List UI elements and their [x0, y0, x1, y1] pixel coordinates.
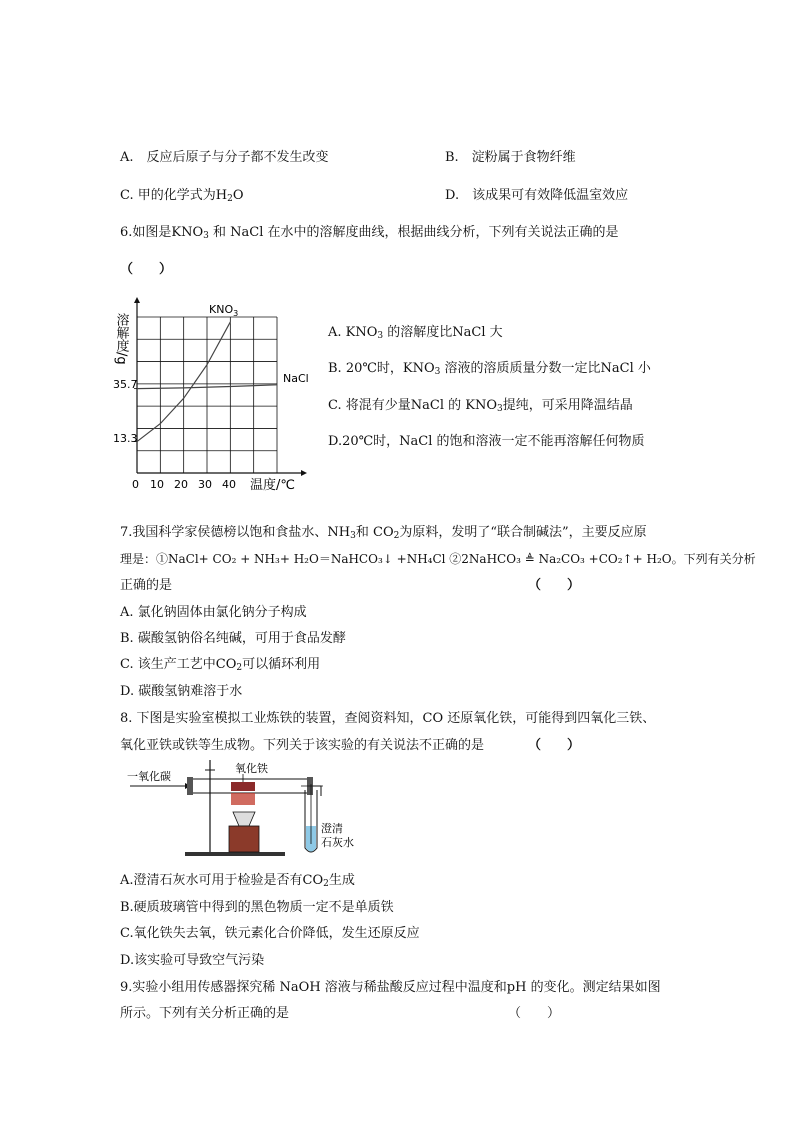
x-axis-arrow-icon: [301, 470, 307, 476]
y-axis-arrow-icon: [134, 297, 140, 303]
label-limewater-1: 澄清: [321, 822, 343, 835]
q9-answer-paren: （ ）: [508, 1006, 561, 1021]
iron-oxide-sample: [231, 782, 255, 791]
iron-smelting-apparatus: [125, 760, 365, 860]
q7-stem-line-2: 理是：①NaCl+ CO₂ + NH₃+ H₂O＝NaHCO₃↓ +NH₄Cl ②2NaHCO₃ ≜ Na₂CO₃ +CO₂↑+ H₂O。下列有关分析: [120, 552, 756, 566]
q6-option-b: B. 20℃时，$KNO_3$ 溶液的溶质质量分数一定比NaCl 小: [328, 361, 651, 377]
q7-option-d: D. 碳酸氢钠难溶于水: [120, 684, 243, 699]
x-tick-label-0: 0: [132, 478, 139, 491]
solubility-chart: [113, 295, 313, 495]
alcohol-lamp-icon: [233, 812, 255, 826]
tube-stopper-left: [187, 777, 193, 795]
x-tick-label-40: 40: [222, 478, 236, 491]
q5-option-c: C. 甲的化学式为$H_2O$: [120, 188, 244, 204]
chart-grid: [137, 317, 277, 473]
q7-option-c: C. 该生产工艺中$CO_2$可以循环利用: [120, 657, 321, 673]
lamp-block: [229, 826, 259, 852]
q7-option-a: A. 氯化钠固体由氯化钠分子构成: [120, 605, 307, 620]
q6-stem: 6.如图是$KNO_3$ 和 NaCl 在水中的溶解度曲线，根据曲线分析，下列有关说法正确的是: [120, 225, 619, 241]
q5-option-a: A. 反应后原子与分子都不发生改变: [120, 150, 329, 165]
q8-stem-line-2: 氧化亚铁或铁等生成物。下列关于该实验的有关说法不正确的是: [120, 738, 485, 753]
q9-stem-line-2: 所示。下列有关分析正确的是: [120, 1006, 290, 1021]
label-limewater-2: 石灰水: [321, 836, 354, 849]
q5-option-d: D. 该成果可有效降低温室效应: [445, 188, 629, 203]
y-tick-label-13-3: 13.3: [113, 432, 138, 445]
q8-option-b: B.硬质玻璃管中得到的黑色物质一定不是单质铁: [120, 900, 394, 915]
q9-stem-line-1: 9.实验小组用传感器探究稀 NaOH 溶液与稀盐酸反应过程中温度和pH 的变化。测定结果如图: [120, 980, 661, 995]
q8-option-c: C.氧化铁失去氧，铁元素化合价降低，发生还原反应: [120, 926, 420, 941]
y-tick-label-35-7: 35.7: [113, 378, 138, 391]
q6-option-d: D.20℃时，NaCl 的饱和溶液一定不能再溶解任何物质: [328, 434, 645, 449]
q8-option-a: A.澄清石灰水可用于检验是否有$CO_2$生成: [120, 873, 355, 889]
y-axis-label: 溶解度/g: [113, 313, 129, 365]
q8-answer-paren: （ ）: [528, 738, 581, 753]
label-carbon-monoxide: 一氧化碳: [127, 770, 171, 783]
q6-option-a: A. $KNO_3$ 的溶解度比NaCl 大: [328, 325, 503, 341]
x-axis-label: 温度/℃: [250, 478, 295, 493]
q6-answer-paren: （ ）: [120, 262, 173, 277]
stand-base: [185, 852, 285, 856]
q5-option-b: B. 淀粉属于食物纤维: [445, 150, 576, 165]
x-tick-label-10: 10: [150, 478, 164, 491]
x-tick-label-30: 30: [198, 478, 212, 491]
q6-option-c: C. 将混有少量NaCl 的 $KNO_3$提纯，可采用降温结晶: [328, 398, 633, 414]
q7-stem-line-3: 正确的是: [120, 578, 173, 593]
q7-stem-line-1: 7.我国科学家侯德榜以饱和食盐水、$NH_3$和 $CO_2$为原料，发明了“联合制碱法”，主要反应原: [120, 525, 647, 541]
x-tick-label-20: 20: [174, 478, 188, 491]
label-iron-oxide: 氧化铁: [235, 762, 268, 775]
q8-option-d: D.该实验可导致空气污染: [120, 953, 265, 968]
q7-option-b: B. 碳酸氢钠俗名纯碱，可用于食品发酵: [120, 631, 346, 646]
wire-mesh-icon: [231, 793, 255, 805]
series-label-nacl: NaCl: [283, 372, 309, 385]
series-label-kno3: $KNO_3$: [209, 303, 239, 318]
q8-stem-line-1: 8. 下图是实验室模拟工业炼铁的装置，查阅资料知，CO 还原氧化铁，可能得到四氧化三铁、: [120, 711, 656, 726]
q7-answer-paren: （ ）: [528, 578, 581, 593]
